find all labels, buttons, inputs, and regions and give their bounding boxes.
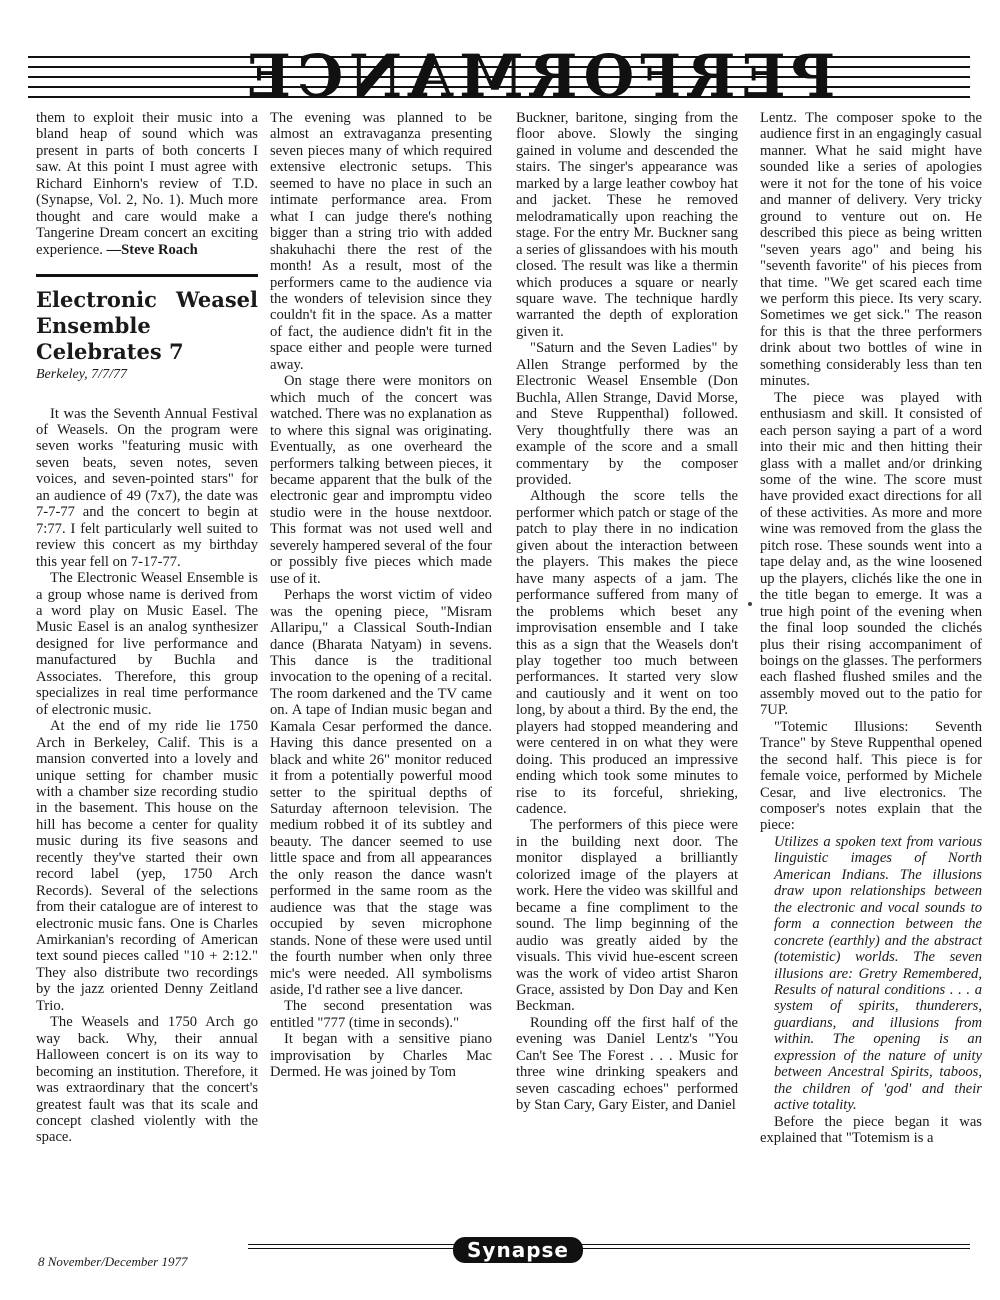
paragraph: The piece was played with enthusiasm and skill. It consisted of each person saying a part of a word into their mic and then hitting their glass with a mallet and/or drinking some of the wine. The score must have provided exact directions for all of these activities. As more and more wine was removed from the glass the pitch rose. These sounds went into a tape delay and, as the wine loosened up the players, clichés like the one in the title began to emerge. It was a true high point of the evening when the final loop sounded the clichés plus their rising accompaniment of boings on the glasses. The performers each flashed flushed smiles and the assembly moved out to the patio for 7UP.	[760, 389, 982, 719]
footer-rule	[248, 1248, 970, 1249]
footer-rule	[248, 1244, 970, 1245]
synapse-logo: Synapse	[453, 1237, 583, 1263]
paragraph: Lentz. The composer spoke to the audience first in an engagingly casual manner. What he said might have sounded like a series of apologies were it not for the tone of his voice and manner of delivery. Very tricky ground to venture out on. He described this piece as being written "seven years ago" and being his "seventh favorite" of his pieces from that time. "We get scared each time we perform this piece. Its very scary. Sometimes we get sick." The reason for this is that the three performers drink about two bottles of wine in something considerably less than ten minutes.	[760, 110, 982, 390]
paragraph: The evening was planned to be almost an extravaganza presenting seven pieces many of which required extensive electronic setups. This seemed to have no place in such an intimate performance area. From what I can judge there's nothing bigger than a string trio with added shakuhachi there the rest of the month! As a result, most of the performers came to the audience via the wonders of television since they couldn't fit in the space. As a matter of fact, the audience didn't fit in the space either and people were turned away.	[270, 110, 492, 373]
quote-text: Utilizes a spoken text from various linguistic images of North American Indians. The illusions draw upon relationships between the electronic and vocal sounds to form a connection between the concrete (earthly) and the abstract (totemistic) worlds. The seven illusions are: Gretry Remembered, Results of natural conditions . . . a system of spirits, thunderers, guardians, and illusions from within. The opening is an expression of the nature of unity between Ancestral Spirits, taboos, the children of 'god' and their active totality.	[774, 833, 982, 1114]
paragraph: Although the score tells the performer which patch or stage of the patch to play there in no indication given about the interaction between the players. This makes the piece have many aspects of a jam. The performance suffered from many of the problems which beset any improvisation ensemble and I take this as a sign that the Weasels don't play together too much between performances. It started very slow and cautiously and it went on too long, by about a third. By the end, the players had stopped meandering and were centered in on what they were doing. This produced an impressive ending which took some minutes to rise to its forceful, shrieking, cadence.	[516, 488, 738, 818]
paragraph: The Electronic Weasel Ensemble is a group whose name is derived from a word play on Music Easel. The Music Easel is an analog synthesizer designed for live performance and manufactured by Buchla and Associates. Therefore, this group specializes in real time performance of electronic music.	[36, 570, 258, 718]
block-quote	[760, 834, 982, 1114]
paragraph: It was the Seventh Annual Festival of Weasels. On the program were seven works "featuring music with seven beats, seven notes, seven voices, and seven-pointed stars" for an audience of 49 (7x7), the date was 7-7-77 and the concert to begin at 7:77. I felt particularly well suited to review this concert as my birthday this year fell on 7-17-77.	[36, 405, 258, 570]
section-header	[28, 42, 970, 110]
dateline: Berkeley, 7/7/77	[36, 367, 127, 383]
paragraph: "Saturn and the Seven Ladies" by Allen Strange performed by the Electronic Weasel Ensemble (Don Buchla, Allen Strange, David Morse, and Steve Ruppenthal) followed. Very thoughtfully there was an example of the score and a small commentary by the composer provided.	[516, 340, 738, 488]
article-divider	[36, 274, 258, 277]
paragraph: On stage there were monitors on which much of the concert was watched. There was no explanation as to where this signal was originating. Eventually, as one overheard the performers talking between pieces, it became apparent that the bulk of the electronic gear and impromptu video studio were in the house nextdoor. This format was not used well and severely hampered several of the four or possibly five pieces which made use of it.	[270, 373, 492, 587]
page-footer	[28, 1236, 970, 1269]
paragraph: The performers of this piece were in the building next door. The monitor displayed a brilliantly colorized image of the players at work. Here the video was skillful and became a fine compliment to the sound. The limp beginning of the audio was greatly aided by the visuals. This vivid hue-escent screen was the work of video artist Sharon Grace, assisted by Don Day and Ken Beckman.	[516, 817, 738, 1015]
article-title: Electronic Weasel Ensemble Celebrates 7	[36, 287, 258, 365]
continuation-text: them to exploit their music into a bland heap of sound which was present in parts of both concerts I saw. At this point I must agree with Richard Einhorn's review of T.D. (Synapse, Vol. 2, No. 1). Much more thought and care would make a Tangerine Dream concert an exciting experience. —Steve Roach	[36, 110, 258, 258]
section-title: PERFORMANCE	[240, 42, 836, 110]
column-2	[270, 110, 492, 1081]
paragraph: The second presentation was entitled "777 (time in seconds)."	[270, 998, 492, 1031]
paragraph: It began with a sensitive piano improvisation by Charles Mac Dermed. He was joined by Tom	[270, 1031, 492, 1081]
column-4	[760, 110, 982, 1147]
paragraph: Before the piece began it was explained that "Totemism is a	[760, 1113, 982, 1147]
print-speck	[748, 602, 752, 606]
author-signoff: —Steve Roach	[106, 241, 198, 258]
page-number-date: 8 November/December 1977	[38, 1254, 188, 1269]
column-3	[516, 110, 738, 1114]
paragraph: Buckner, baritone, singing from the floor above. Slowly the singing gained in volume and descended the stairs. The singer's appearance was marked by a large leather cowboy hat and jacket. These he removed melodramatically upon reaching the stage. For the entry Mr. Buckner sang a series of glissandoes with his mouth closed. The result was like a thermin which produces a square or nearly square wave. The technique hardly warranted the depth of exploration given it.	[516, 110, 738, 340]
paragraph: "Totemic Illusions: Seventh Trance" by Steve Ruppenthal opened the second half. This piece is for female voice, performed by Michele Cesar, and live electronics. The composer's notes explain that the piece:	[760, 718, 982, 834]
paragraph: At the end of my ride lie 1750 Arch in Berkeley, Calif. This is a mansion converted into a lovely and unique setting for chamber music with a chamber size recording studio in the basement. This house on the hill has become a center for quality music during its five seasons and recently they've started their own record label (yep, 1750 Arch Records). Several of the selections from their catalogue are of interest to electronic music fans. One is Charles Amirkanian's recording of American text sound pieces called "10 + 2:12." They also distribute two recordings by the jazz oriented Denny Zeitland Trio.	[36, 718, 258, 1014]
paragraph: Perhaps the worst victim of video was the opening piece, "Misram Allaripu," a Classical South-Indian dance (Bharata Natyam) in sevens. This dance is the traditional invocation to the opening of a recital. The room darkened and the TV came on. A tape of Indian music began and Kamala Cesar performed the dance. Having this dance presented on a black and white 26" monitor reduced it from a potentially powerful mood setter to the spiritual depths of Saturday afternoon television. The medium robbed it of its subtley and beauty. The dancer seemed to use little space and from all appearances the only reason the dance wasn't performed in the same room as the audience was that the stage was occupied by seven microphone stands. None of these were used until the fourth number when only three mic's were needed. All symbolisms aside, I'd rather see a live dancer.	[270, 587, 492, 999]
paragraph: Rounding off the first half of the evening was Daniel Lentz's "You Can't See The Forest . . . Music for three wine drinking speakers and seven cascading echoes" performed by Stan Cary, Gary Eister, and Daniel	[516, 1014, 738, 1114]
column-1	[36, 110, 258, 1146]
paragraph: The Weasels and 1750 Arch go way back. Why, their annual Halloween concert is on its way to becoming an institution. Therefore, it was extraordinary that the concert's greatest fault was that its scale and concept clashed violently with the space.	[36, 1014, 258, 1146]
